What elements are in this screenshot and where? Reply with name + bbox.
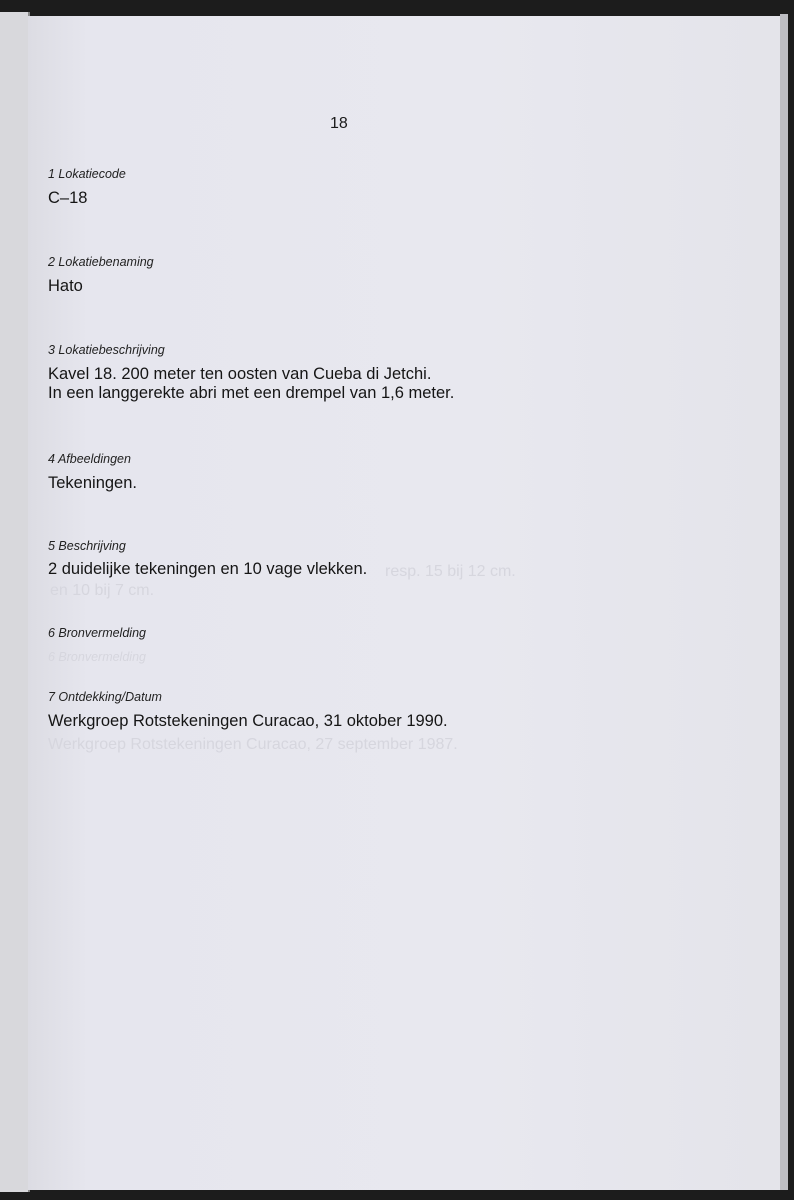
field-label-beschrijving: 5 Beschrijving [48, 539, 126, 553]
field-label-bronvermelding: 6 Bronvermelding [48, 626, 146, 640]
field-label-afbeeldingen: 4 Afbeeldingen [48, 452, 131, 466]
document-page [28, 16, 780, 1190]
bleed-through-text: 6 Bronvermelding [48, 650, 146, 664]
page-stack-edge [780, 14, 788, 1190]
field-label-ontdekking-datum: 7 Ontdekking/Datum [48, 690, 162, 704]
field-value-beschrijving: 2 duidelijke tekeningen en 10 vage vlekken. [48, 560, 368, 578]
field-value-lokatiebeschrijving-2: In een langgerekte abri met een drempel van 1,6 meter. [48, 384, 455, 402]
bleed-through-text: resp. 15 bij 12 cm. [385, 563, 516, 580]
field-value-afbeeldingen: Tekeningen. [48, 474, 137, 492]
field-label-lokatiebeschrijving: 3 Lokatiebeschrijving [48, 343, 165, 357]
bleed-through-text: Werkgroep Rotstekeningen Curacao, 27 september 1987. [48, 736, 458, 753]
bleed-through-text: en 10 bij 7 cm. [50, 582, 155, 599]
field-label-lokatiebenaming: 2 Lokatiebenaming [48, 255, 154, 269]
field-value-ontdekking-datum: Werkgroep Rotstekeningen Curacao, 31 oktober 1990. [48, 712, 448, 730]
previous-page-edge [0, 12, 30, 1192]
field-value-lokatiebenaming: Hato [48, 277, 83, 295]
field-value-lokatiebeschrijving-1: Kavel 18. 200 meter ten oosten van Cueba di Jetchi. [48, 365, 432, 383]
page-number: 18 [330, 115, 348, 132]
field-value-lokatiecode: C–18 [48, 189, 88, 207]
field-label-lokatiecode: 1 Lokatiecode [48, 167, 126, 181]
